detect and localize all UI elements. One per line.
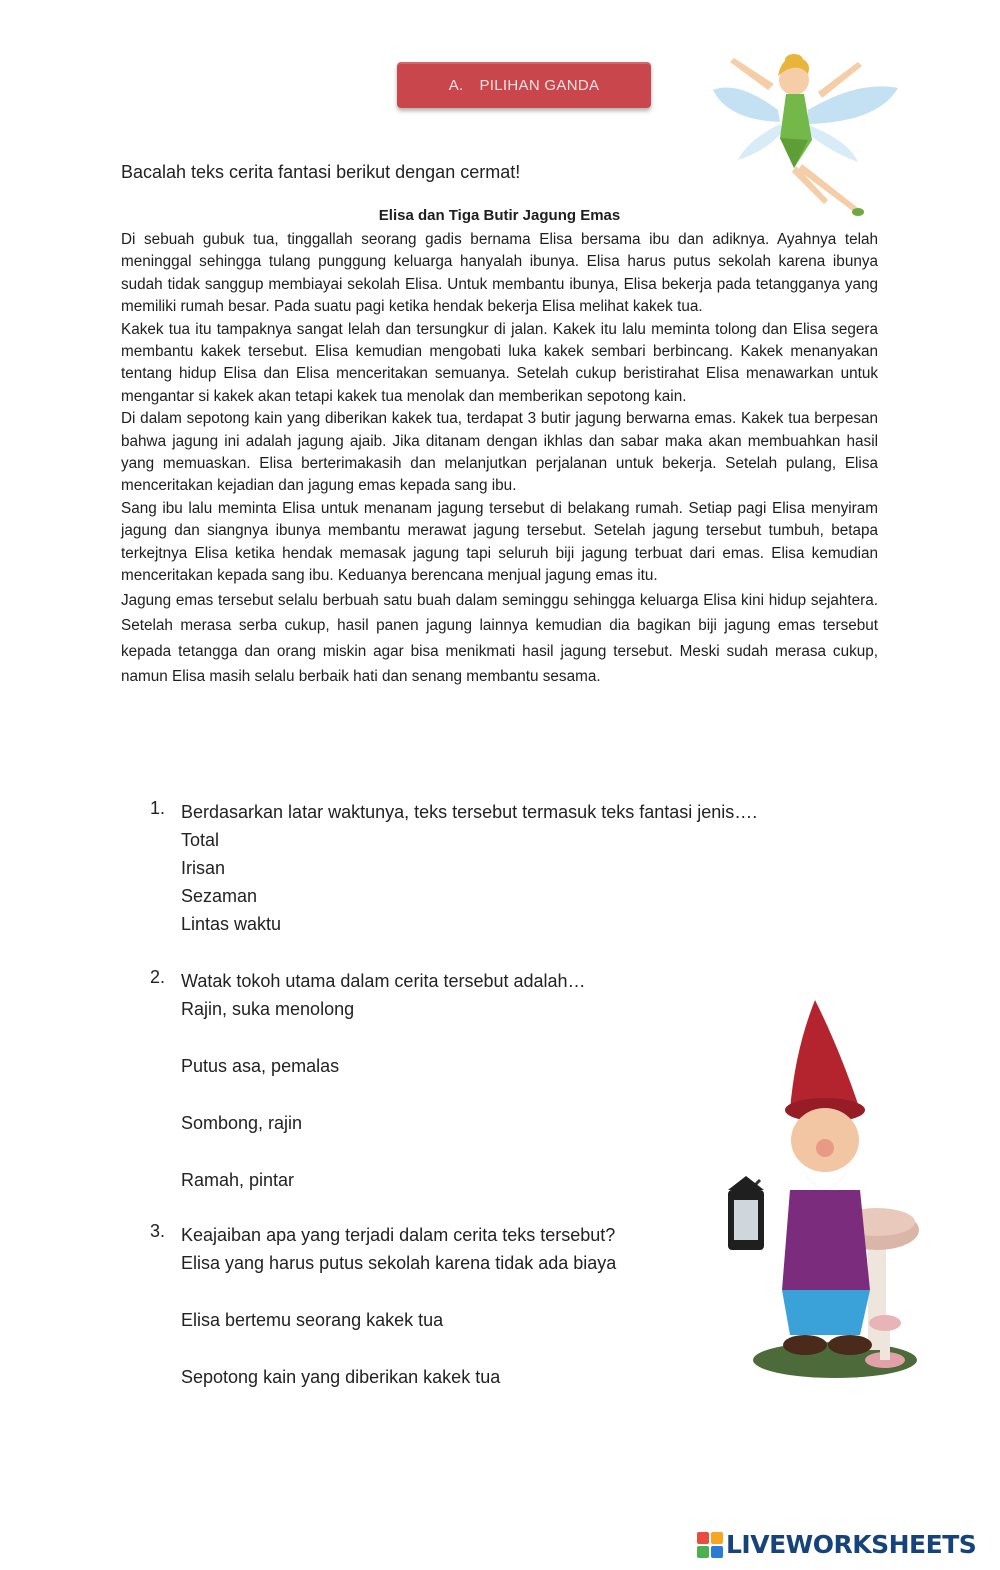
question-2 xyxy=(150,967,586,1223)
question-text: Keajaiban apa yang terjadi dalam cerita teks tersebut? xyxy=(181,1225,616,1245)
story-title: Elisa dan Tiga Butir Jagung Emas xyxy=(378,207,621,224)
question-1 xyxy=(150,798,757,938)
story-paragraph: Kakek tua itu tampaknya sangat lelah dan tersungkur di jalan. Kakek itu lalu meminta tolong dan Elisa segera membantu kakek tersebut. Elisa kemudian mengobati luka kakek sembari berbincang. Kakek menanyakan tentang hidup Elisa dan Elisa menceritakan semuanya. Setelah cukup beristirahat Elisa menawarkan untuk mengantar si kakek akan tetapi kakek tua menolak dan memberikan sepotong kain. xyxy=(121,320,878,405)
liveworksheets-logo-icon xyxy=(697,1532,723,1558)
answer-option[interactable]: Putus asa, pemalas xyxy=(181,1056,340,1076)
story-text xyxy=(121,229,878,690)
story-paragraph: Di dalam sepotong kain yang diberikan kakek tua, terdapat 3 butir jagung berwarna emas. Kakek tua berpesan bahwa jagung ini adalah jagung ajaib. Jika ditanam dengan ikhlas dan sabar maka akan membuahkan hasil yang memuaskan. Elisa berterimakasih dan melanjutkan perjalanan untuk bekerja. Setelah pulang, Elisa menceritakan kejadian dan jagung emas kepada sang ibu. xyxy=(121,410,878,495)
gnome-illustration xyxy=(720,990,925,1385)
question-number: 2. xyxy=(150,967,166,987)
story-paragraph: Jagung emas tersebut selalu berbuah satu buah dalam seminggu sehingga keluarga Elisa kini hidup sejahtera. Setelah merasa serba cukup, hasil panen jagung lainnya kemudian dia bagikan biji jagung emas tersebut kepada tetangga dan orang miskin agar bisa menikmati hasil jagung tersebut. Meski sudah merasa cukup, namun Elisa masih selalu berbaik hati dan senang membantu sesama. xyxy=(121,591,878,686)
section-title: PILIHAN GANDA xyxy=(479,76,600,94)
question-text: Berdasarkan latar waktunya, teks tersebut termasuk teks fantasi jenis…. xyxy=(181,802,758,822)
answer-option[interactable]: Irisan xyxy=(181,858,226,878)
story-paragraph: Sang ibu lalu meminta Elisa untuk menanam jagung tersebut di belakang rumah. Setiap pagi Elisa menyiram jagung dan siangnya ibunya membantu merawat jagung tersebut. Setelah jagung tersebut tumbuh, betapa terkejtnya Elisa ketika hendak memasak jagung tapi seluruh biji jagung terbuat dari emas. Elisa kemudian menceritakan kepada sang ibu. Keduanya berencana menjual jagung emas itu. xyxy=(121,499,878,585)
question-number: 1. xyxy=(150,798,166,818)
fairy-illustration xyxy=(708,40,903,222)
question-number: 3. xyxy=(150,1221,166,1241)
answer-option[interactable]: Sombong, rajin xyxy=(181,1113,303,1133)
answer-option[interactable]: Sepotong kain yang diberikan kakek tua xyxy=(181,1367,501,1387)
section-number: A. xyxy=(448,76,464,94)
liveworksheets-logo-text: LIVEWORKSHEETS xyxy=(726,1530,977,1559)
question-3 xyxy=(150,1221,616,1420)
liveworksheets-logo xyxy=(697,1530,976,1559)
answer-option[interactable]: Rajin, suka menolong xyxy=(181,999,355,1019)
answer-option[interactable]: Total xyxy=(181,830,220,850)
story-paragraph: Di sebuah gubuk tua, tinggallah seorang gadis bernama Elisa bersama ibu dan adiknya. Ayahnya telah meninggal sehingga tulang punggung keluarga hanyalah ibunya. Elisa harus putus sekolah karena ibunya sudah tidak sanggup membiayai sekolah Elisa. Untuk membantu ibunya, Elisa bekerja pada tetangganya yang memiliki rumah besar. Pada suatu pagi ketika hendak bekerja Elisa melihat kakek tua. xyxy=(121,231,878,316)
reading-instruction: Bacalah teks cerita fantasi berikut dengan cermat! xyxy=(121,162,521,182)
answer-option[interactable]: Lintas waktu xyxy=(181,914,282,934)
answer-option[interactable]: Elisa yang harus putus sekolah karena tidak ada biaya xyxy=(181,1253,617,1273)
section-header xyxy=(397,62,651,108)
answer-option[interactable]: Elisa bertemu seorang kakek tua xyxy=(181,1310,444,1330)
answer-option[interactable]: Sezaman xyxy=(181,886,258,906)
answer-option[interactable]: Ramah, pintar xyxy=(181,1170,295,1190)
question-text: Watak tokoh utama dalam cerita tersebut adalah… xyxy=(181,971,586,991)
